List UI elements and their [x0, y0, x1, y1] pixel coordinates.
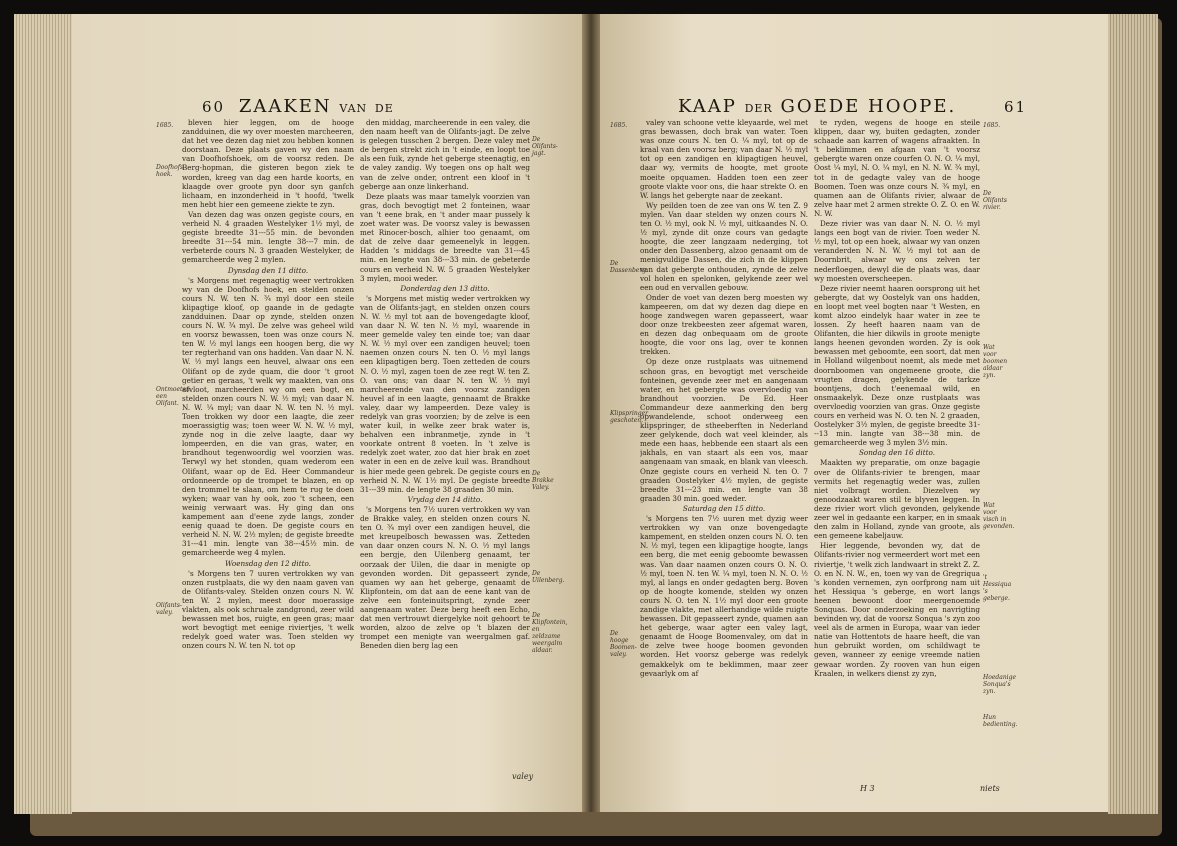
margin-note: Wat voor boomen aldaar zyn.: [983, 344, 1008, 379]
margin-note: De Olifants rivier.: [983, 190, 1007, 211]
right-column-2: [814, 118, 980, 798]
margin-note: Klipspringer geschoten.: [610, 410, 648, 424]
date-heading: Dynsdag den 11 ditto.: [227, 265, 309, 275]
catchword: valey: [512, 772, 534, 781]
margin-note: Hoedanige Sonqua's zyn.: [983, 674, 1016, 695]
right-page-number: 61: [1003, 98, 1028, 116]
paragraph: Deze rivier was van daar N. N. O. ½ myl langs een bogt van de rivier. Toen weder N. ½ myl, tot op een hoek, alwaar wy van onzen veranderden N. N. W. ½ myl tot aan de Doornbrit, alwaar wy ons zelven ter nederfloegen, dewyl die de plaats was, daar wy moesten overscheepen.: [814, 219, 980, 283]
right-title-main: GOEDE HOOPE.: [780, 96, 957, 117]
left-title-van: VAN: [339, 102, 368, 115]
margin-note: De Klipfontein, en zeldzame weergalm aldaar.: [532, 612, 568, 654]
paragraph: 's Morgens ten 7½ uuren met dyzig weer vertrokken wy van onze bovengedagte kampement, en stelden onzen cours N. O. ten N. ½ myl, tegen een klipagtige hoogte, langs een berg, die met eenig geboomte bewassen was. Van daar naamen onzen cours O. N. O. ½ myl, toen N. ten W. ¼ myl, toen N. N. O. ½ myl, al langs en onder gedagten berg. Boven op de hoogte komende, stelden wy onzen cours N. O. ten N. 1½ myl door een groote zandige vlakte, met allerhandige wilde ruigte bewassen. Dit gepasseert zynde, quamen aan het geberge, waar agter een valey lagt, genaamt de Hooge Boomenvaley, om dat in de zelve twee hooge boomen gevonden worden. Het voorsz geberge was redelyk gemakkelyk om te beklimmen, maar zeer gevaarlyk om af: [640, 514, 808, 678]
margin-note: 1685.: [983, 122, 1001, 129]
paragraph: bleven hier leggen, om de hooge zandduinen, die wy over moesten marcheeren, dat het vee dezen dag niet zou hebben konnen doorstaan. Deze plaats gaven wy den naam van Doofhofshoek, om de voorsz reden. De Berg-hopman, die gisteren begon ziek te worden, kreeg van dag een harde koorts, en klaagde over groote pyn door syn ganfch lichaam, en inzonderheid in 't hoofd, 'twelk men hebt hier een gemeene ziekte te zyn.: [182, 118, 354, 209]
paragraph: valey van schoone vette kleyaarde, wel met gras bewassen, doch brak van water. Toen was onze cours N. ten O. ¼ myl, tot op de kraal van den voorsz berg; van daar N. ½ myl tot op een zandigen en klipagtigen heuvel, daar wy, vermits de hoogte, met groote moeite opquamen. Hadden toen een zeer groote vlakte voor ons, die haar strekte O. en W. langs het gebergte naar de zeekant.: [640, 118, 808, 200]
margin-note: De Olifants-jagt.: [532, 136, 558, 157]
margin-note: De Brakke Valey.: [532, 470, 554, 491]
left-running-head: [202, 96, 394, 117]
right-running-head: [678, 96, 1033, 117]
signature-mark: H 3: [860, 784, 875, 793]
page-edges-right: [1108, 14, 1158, 814]
catchword: niets: [980, 784, 1000, 793]
margin-note: De hooge Boomen-valey.: [610, 630, 637, 658]
margin-note: Ontmoeten een Olifant.: [156, 386, 190, 407]
left-column-1: [182, 118, 354, 778]
date-heading: Donderdag den 13 ditto.: [400, 283, 490, 293]
paragraph: Maakten wy preparatie, om onze bagagie over de Olifants-rivier te brengen, maar vermits het regenagtig weder was, zullen niet volbragt worden. Diezelven wy genoodzaakt waren stil te blyven leggen. In deze rivier wort vlich gevonden, gelykende zeer wel in gedaante een karper, en in smaak den zalm in Holland, zynde van groote, als een gemeene kabeljauw.: [814, 458, 980, 541]
margin-note: Hun bedienting.: [983, 714, 1018, 728]
paragraph: te ryden, wegens de hooge en steile klippen, daar wy, buiten gedagten, zonder schaade aan karren of wagens afraakten. In 't beklimmen en afgaan van 't voorsz gebergte waren onze courfen O. N. O. ¼ myl, Oost ¼ myl, N. O. ¼ myl, en N. N. W. ¾ myl, tot in de gedagte valey van de hooge Boomen. Toen was onze cours N. ¾ myl, en quamen aan de Olifants rivier, alwaar de zelve haar met 2 armen strekte O. Z. O. en W. N. W.: [814, 118, 980, 218]
left-column-2: [360, 118, 530, 768]
margin-note: Olifants-valey.: [156, 602, 182, 616]
left-page: [72, 14, 582, 812]
margin-note: 't Hessiqua 's geberge.: [983, 574, 1012, 602]
left-page-number: 60: [202, 98, 226, 116]
date-heading: Woensdag den 12 ditto.: [225, 558, 311, 568]
left-title-main: ZAAKEN: [238, 96, 332, 117]
paragraph: Onder de voet van dezen berg moesten wy kampeeren, om dat wy dezen dag diepe en hooge zandwegen waren gepasseert, waar door onze trekbeesten zeer afgemat waren, en dezen dag onbequaam om de groote hoogte, die voor ons lag, over te konnen trekken.: [640, 292, 808, 357]
margin-note: 1685.: [610, 122, 628, 129]
right-column-1: [640, 118, 808, 763]
right-title-der: DER: [744, 102, 773, 115]
left-title-de: DE: [374, 102, 394, 115]
margin-note: De Dassenberg.: [610, 260, 648, 274]
paragraph: den middag, marcheerende in een valey, die den naam heeft van de Olifants-jagt. De zelve is gelegen tusschen 2 bergen. Deze valey met de bergen strekt zich in 't einde, en loopt toe als een fuik, zynde het geberge steenagtig, en de valey zandig. Wy toegen ons op halt weg van de zelve onder, ontrent een kloof in 't geberge aan onze linkerhand.: [360, 118, 530, 191]
date-heading: Sondag den 16 ditto.: [858, 448, 935, 458]
paragraph: 's Morgens met regenagtig weer vertrokken wy van de Doofhofs hoek, en stelden onzen cours N. W. ten N. ¾ myl door een steile klipagtige kloof, op gaande in de gedagte zandduinen. Daar op zynde, stelden onzen cours N. W. ¾ myl. De zelve was geheel wild en voorsz bewassen, toen was onze cours N. ten W. ½ myl langs een hoogen berg, die wy ter regterhand van ons hadden. Van daar N. N. W. ½ myl langs een heuvel, alwaar ons een Olifant op de zyde quam, die door 't groot getier en geraas, 't welk wy maakten, van ons afvloot, marcheerden wy om een bogt, en stelden onzen cours N. W. ½ myl; van daar N. N. W. ¼ myl; van daar N. W. ten N. ½ myl. Toen trokken wy door een laagte, die zeer moerassigtig was; toen weer W. N. W. ½ myl, zynde nog in die zelve laagte, daar wy lompeerden, en die van gras, water, en brandhout tegenwoordig wel voorzien was. Terwyl wy het stonden, quam wederom een Olifant, waar op de Ed. Heer Commandeur ordonneerde op de trompet te blazen, en op den trommel te slaan, om hem te rug te doen wyken; waar van hy ook, zoo 't scheen, een weinig verwaart was. Hy ging dan ons kampement aan d'eene zyde langs, zonder eenig quaad te doen. De gegiste cours en verheid N. N. W. 2½ mylen; de gegiste breedte 31---41 min. lengte van 38---45½ min. de gemarcheerde weg 4 mylen.: [182, 275, 354, 558]
paragraph: Deze rivier neemt haaren oorsprong uit het gebergte, dat wy Oostelyk van ons hadden, en loopt met veel bogten naar 't Westen, en komt alzoo eindelyk haar water in zee te lossen. Zy heeft haaren naam van de Olifanten, die hier dikwils in groote menigte langs heenen gevonden worden. Zy is ook bewassen met geboomte, een soort, dat men in Holland wilgenbout noemt, als mede met doornboomen van ongemeene groote, die vrugten dragen, gelykende de tarkze boontjens, doch t'eenemaal wild, en onsmaakelyk. Deze onze rustplaats was overvloedig voorzien van gras. Onze gegiste cours en verheid was N. O. ten N. 2 graaden, Oostelyker 3½ mylen, de gegiste breedte 31---13 min. langte van 38---38 min. de gemarcheerde weg 3 mylen 3½ min.: [814, 283, 980, 448]
date-heading: Saturdag den 15 ditto.: [682, 503, 766, 513]
page-edges-left: [14, 14, 72, 814]
paragraph: 's Morgens ten 7 uuren vertrokken wy van onzen rustplaats, die wy den naam gaven van de Olifants-valey. Stelden onzen cours N. W. ten W. 2 mylen, meest door moerassige vlakten, als ook schruale zandgrond, zeer wild bewassen met bos, ruigte, en geen gras; maar wort bevogtigt met eenige riviertjes, 't welk redelyk goed water was. Toen stelden wy onzen cours N. W. ten N. tot op: [182, 568, 354, 651]
right-title-kaap: KAAP: [678, 96, 737, 117]
paragraph: Van dezen dag was onzen gegiste cours, en verheid N. 4 graaden Westelyker 1½ myl, de gegiste breedte 31---55 min. de bevonden breedte 31---54 min. lengte 38---7 min. de verbeterde cours N. 3 graaden Westelyker, de gemarcheerde weg 2 mylen.: [182, 209, 354, 265]
margin-note: 1685.: [156, 122, 174, 129]
date-heading: Vrydag den 14 ditto.: [407, 494, 483, 504]
paragraph: Wy peilden toen de zee van ons W. ten Z. 9 mylen. Van daar stelden wy onzen cours N. ten O. ½ myl, ook N. ½ myl, uitkaandes N. O. ½ myl, zynde dit onze cours van gedagte hoogte, die zeer langzaam nederging, tot onder den Dassenberg, alzoo genaamt om de menigvuldige Dassen, die zich in de klippen van dat gebergte onthouden, zynde de zelve vol holen en spelonken, gelykende zeer wel een oud en vervallen gebouw.: [640, 200, 808, 292]
paragraph: Deze plaats was maar tamelyk voorzien van gras, doch bevogtigt met 2 fonteinen, waar van 't eene brak, en 't ander maar pussely k zoet water was. De voorsz valey is bewassen met Rinocer-bosch, alhier too genaamt, om dat de zelve daar gemeenelyk in leggen. Hadden 's middags de breedte van 31---45 min. en lengte van 38---33 min. de gebeterde cours en verheid N. W. 5 graaden Westelyker 3 mylen, mooi weder.: [360, 191, 530, 283]
margin-note: Wat voor visch in gevonden.: [983, 502, 1015, 530]
paragraph: Op deze onze rustplaats was uitnemend schoon gras, en bevogtigt met verscheide fonteinen, gevende zeer met en aangenaam water, en het gebergte was overvloedig van brandhout voorzien. De Ed. Heer Commandeur deze aanmerking den berg opwandelende, schoot onderweeg een klipspringer, de stheeberften in Nederland zeer gelykende, doch wat veel kleinder, als mede een haas, hebbende een staart als een jakhals, en van staart als een vos, maar aangenaam van smaak, en blank van vleesch. Onze gegiste cours en verheid N. ten O. 7 graaden Oostelyker 4½ mylen, de gegiste breedte 31---23 min. en lengte van 38 graaden 30 min. goed weder.: [640, 357, 808, 503]
margin-note: Doofhofs hoek.: [156, 164, 184, 178]
right-page: [600, 14, 1108, 812]
paragraph: 's Morgens met mistig weder vertrokken wy van de Olifants-jagt, en stelden onzen cours N. W. ½ myl tot aan de bovengedagte kloof, van daar N. W. ten N. ½ myl, waarende in meer gemelde valey ten einde toe; van daar N. W. ½ myl over een zandigen heuvel; toen naemen onzen cours N. ten O. ½ myl langs een klipagtigen berg. Toen zetteden de cours N. O. ½ myl, zagen toen de zee regt W. ten Z. O. van ons; van daar N. ten W. ½ myl marcheerende van den voorsz zandigen heuvel af in een laagte, gennaamt de Brakke valey, daar wy lampeerden. Deze valey is redelyk van gras voorzien; by de zelve is een water kuil, in welke zeer brak water is, behalven een inbranmetje, zynde in 't voorkate ontrent 8 voeten. In 't zelve is redelyk zoet water, zoo dat hier brak en zoet water in een en de zelve kuil was. Brandhout is hier mede geen gebrek. De gegiste cours en verheid N. N. W. 1½ myl. De gegiste breedte 31---39 min. de lengte 38 graaden 30 min.: [360, 293, 530, 494]
paragraph: Hier leggende, bevonden wy, dat de Olifants-rivier nog vermeerdert wort met een riviertje, 't welk zich landwaart in strekt Z. Z. O. en N. N. W., en, toen wy van de Gregriqua 's konden vernemen, zyn oorfprong nam uit het Hessiqua 's geberge, en wort langs heenen bewoont door meergenoemde Sonquas. Door onderzoeking en navrigting bevinden wy, dat de voorsz Sonqua 's zyn zoo veel als de armen in Europa, waar van ieder natie van Hottentots de haare heeft, die van hun gebruikt worden, om schildwagt te geven, wanneer zy eenige vreemde natien gewaar worden. Zy rooven van hun eigen Kraalen, in welkers dienst zy zyn,: [814, 541, 980, 678]
paragraph: 's Morgens ten 7½ uuren vertrokken wy van de Brakke valey, en stelden onzen cours N. ten O. ¾ myl over een zandigen heuvel, die met kreupelbosch bewassen was. Zetteden van daar onzen cours N. N. O. ½ myl langs een bergje, den Uilenberg genaamt, ter oorzaak der Uilen, die daar in menigte op gevonden worden. Dit gepasseert zynde, quamen wy aan het geberge, genaamt de Klipfontein, om dat aan de eene kant van de zelve een fonteinuitspringt, zynde zeer aangenaam water. Deze berg heeft een Echo, dat men vertrouwt diergelyke noit gehoort te worden, alzoo de zelve op 't blazen der trompet een menigte van weergalmen gaf. Beneden dien berg lag een: [360, 504, 530, 651]
book-gutter: [582, 14, 600, 812]
margin-note: De Uilenberg.: [532, 570, 565, 584]
